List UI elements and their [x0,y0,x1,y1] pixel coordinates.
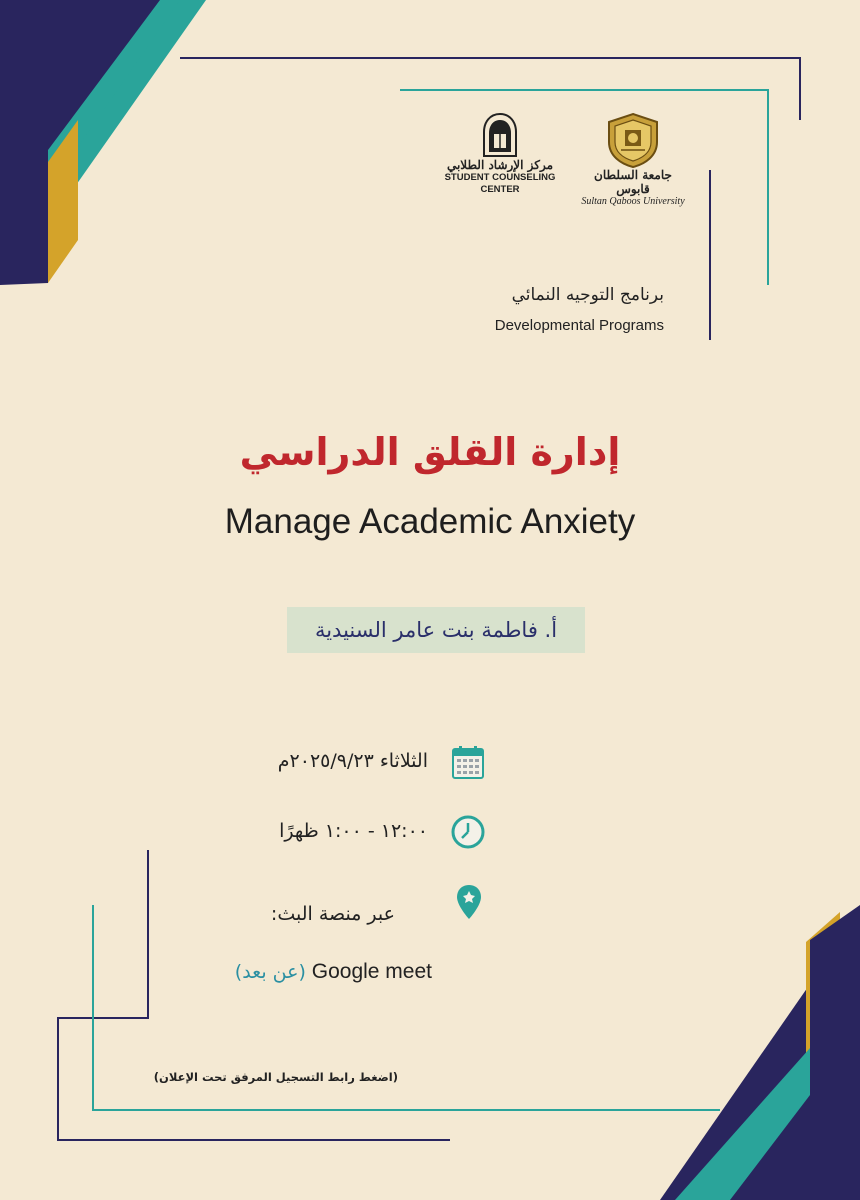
logo-university [578,112,688,207]
location-pin-icon [456,884,482,920]
presenter-name: أ. فاطمة بنت عامر السنيدية [287,607,585,653]
line-navy-bottom-left [58,850,450,1140]
calendar-icon [452,745,484,779]
platform-name: Google meet [311,960,432,983]
counseling-emblem-icon [478,112,522,158]
logo-counseling-center [440,112,560,196]
corner-navy-top-left-2 [0,0,48,285]
university-name-arabic: جامعة السلطان قابوس [594,168,672,196]
program-title-arabic: برنامج التوجيه النمائي [511,285,664,305]
counseling-name-arabic: مركز الإرشاد الطلابي [446,158,554,172]
event-time: ١٢:٠٠ - ١:٠٠ ظهرًا [279,820,428,842]
event-title-english: Manage Academic Anxiety [224,502,636,541]
registration-note: (اضغط رابط التسجيل المرفق تحت الإعلان) [153,1070,398,1084]
counseling-name-english: STUDENT COUNSELING CENTER [444,172,556,195]
platform-mode: (عن بعد) [234,961,306,983]
platform-line [235,960,432,984]
university-name-english: Sultan Qaboos University [581,196,685,207]
platform-label: عبر منصة البث: [270,903,395,925]
program-title-english: Developmental Programs [494,317,664,334]
event-title-arabic: إدارة القلق الدراسي [239,430,621,474]
event-date: الثلاثاء ٢٠٢٥/٩/٢٣م [277,750,428,772]
clock-icon [451,815,485,849]
corner-navy-bottom-right-2 [810,905,860,1200]
university-crest-icon [605,112,661,168]
